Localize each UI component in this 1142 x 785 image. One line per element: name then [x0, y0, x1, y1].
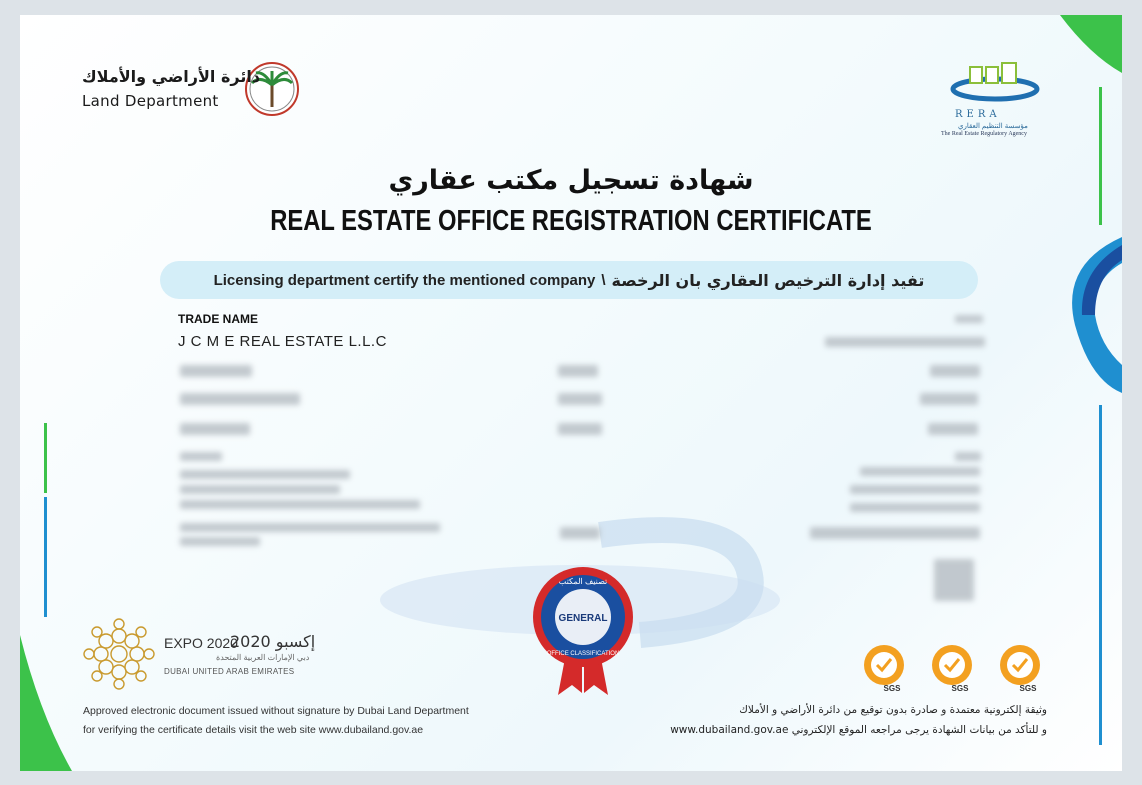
trade-name-value: J C M E REAL ESTATE L.L.C	[178, 333, 387, 350]
expo-subtitle-arabic: دبي الإمارات العربية المتحدة	[216, 653, 310, 662]
footer-note-arabic-line1: وثيقة إلكترونية معتمدة و صادرة بدون توقيع من دائرة الأراضي و الأملاك	[739, 704, 1047, 716]
expo-subtitle-english: DUBAI UNITED ARAB EMIRATES	[164, 667, 295, 676]
svg-text:SGS: SGS	[883, 684, 901, 693]
certification-banner	[160, 261, 978, 299]
footer-note-english-line2: for verifying the certificate details visit the web site www.dubailand.gov.ae	[83, 724, 424, 736]
svg-text:SGS: SGS	[951, 684, 969, 693]
dld-name-english: Land Department	[82, 92, 219, 110]
sgs-certification-badges	[860, 643, 1044, 693]
sgs-certification-icon	[860, 643, 908, 693]
footer-note-english-line1: Approved electronic document issued without signature by Dubai Land Department	[83, 705, 469, 717]
trade-name-label: TRADE NAME	[178, 312, 258, 326]
rera-name: RERA	[955, 109, 1001, 120]
svg-text:SGS: SGS	[1019, 684, 1037, 693]
seal-ring-text-english: OFFICE CLASSIFICATION	[546, 651, 620, 657]
seal-ring-text-arabic: تصنيف المكتب	[558, 577, 608, 586]
banner-separator: \	[601, 271, 606, 289]
certificate-title-arabic: شهادة تسجيل مكتب عقاري	[388, 165, 754, 196]
seal-grade: GENERAL	[558, 613, 608, 624]
certificate-title-english: REAL ESTATE OFFICE REGISTRATION CERTIFICATE	[270, 205, 872, 237]
expo-2020-emblem-icon	[82, 617, 156, 691]
banner-text-english: Licensing department certify the mentioned company	[213, 271, 596, 289]
rera-name-arabic: مؤسسة التنظيم العقاري	[958, 123, 1028, 130]
expo-name-english: EXPO 2020	[164, 635, 238, 651]
sgs-certification-icon	[996, 643, 1044, 693]
expo-name-arabic: إكسبو 2020	[230, 632, 316, 651]
dld-name-arabic: دائرة الأراضي والأملاك	[82, 67, 261, 86]
rera-tagline: The Real Estate Regulatory Agency	[941, 131, 1027, 137]
certificate	[20, 15, 1122, 771]
sgs-certification-icon	[928, 643, 976, 693]
rera-logo-icon	[950, 55, 1042, 107]
footer-note-arabic-line2: و للتأكد من بيانات الشهادة يرجى مراجعه الموقع الإلكتروني www.dubailand.gov.ae	[670, 724, 1047, 736]
banner-text-arabic: تفيد إدارة الترخيص العقاري بان الرخصة	[611, 270, 925, 290]
office-classification-seal	[530, 565, 636, 695]
